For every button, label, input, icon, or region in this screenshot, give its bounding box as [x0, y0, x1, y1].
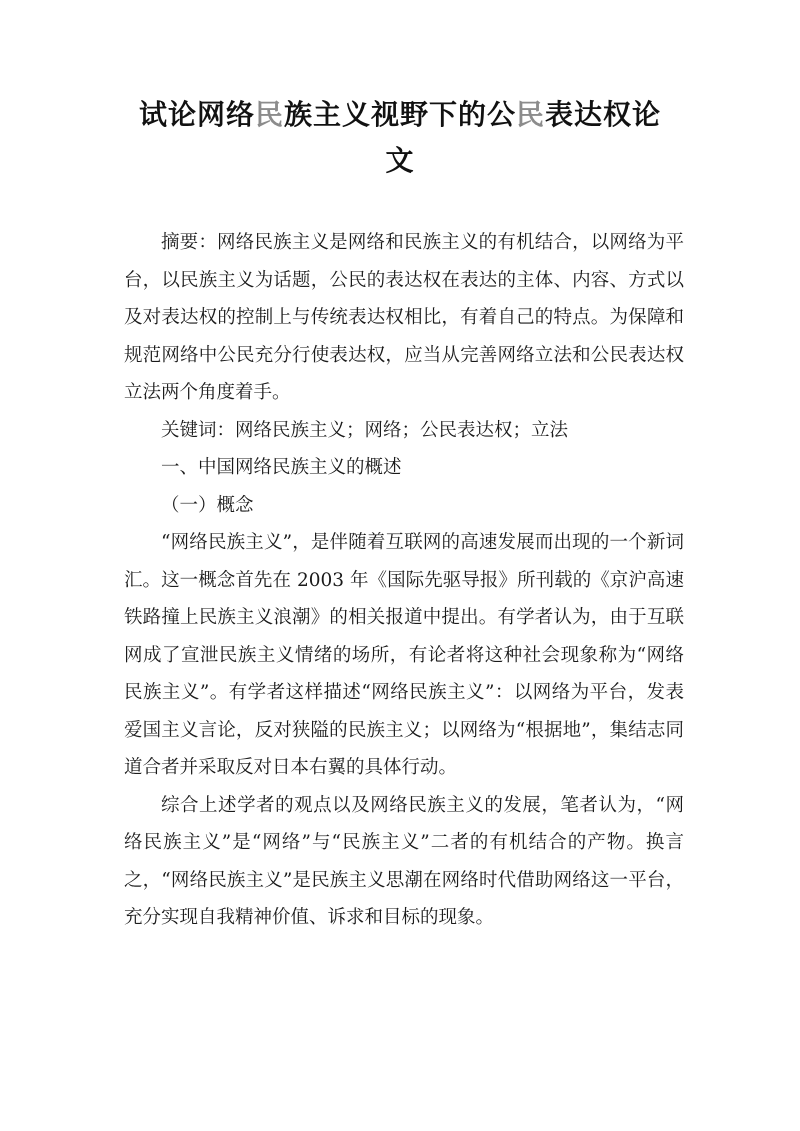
subsection-heading: （一）概念 [161, 494, 254, 516]
title-text-2: 族主义视野下的公 [283, 98, 516, 131]
body-paragraph: “网络民族主义”，是伴随着互联网的高速发展而出现的一个新词汇。这一概念首先在 2003 年《国际先驱导报》所刊载的《京沪高速铁路撞上民族主义浪潮》的相关报道中提出。有学者认为，由于互联网成了宣泄民族主义情绪的场所，有论者将这种社会现象称为“网络民族主义”。有学者这样描述“网络民族主义”：以网络为平台，发表爱国主义言论，反对狭隘的民族主义；以网络为“根据地”，集结志同道合者并采取反对日本右翼的具体行动。 [124, 532, 684, 778]
section-heading: 一、中国网络民族主义的概述 [161, 457, 402, 478]
body-paragraph: 综合上述学者的观点以及网络民族主义的发展，笔者认为，“网络民族主义”是“网络”与“民族主义”二者的有机结合的产物。换言之，“网络民族主义”是民族主义思潮在网络时代借助网络这一平台，充分实现自我精神价值、诉求和目标的现象。 [124, 794, 684, 928]
title-text-1: 试论网络 [138, 98, 255, 131]
document-title [100, 92, 700, 184]
title-text-line2: 文 [385, 144, 415, 177]
document-body [124, 224, 684, 937]
abstract-paragraph: 摘要：网络民族主义是网络和民族主义的有机结合，以网络为平台，以民族主义为话题，公民的表达权在表达的主体、内容、方式以及对表达权的控制上与传统表达权相比，有着自己的特点。为保障和规范网络中公民充分行使表达权，应当从完善网络立法和公民表达权立法两个角度着手。 [124, 232, 684, 403]
title-text-3: 表达权论 [545, 98, 662, 131]
title-highlight-1: 民 [254, 98, 284, 131]
keywords-paragraph: 关键词：网络民族主义；网络；公民表达权；立法 [161, 419, 569, 441]
title-highlight-2: 民 [516, 98, 546, 131]
